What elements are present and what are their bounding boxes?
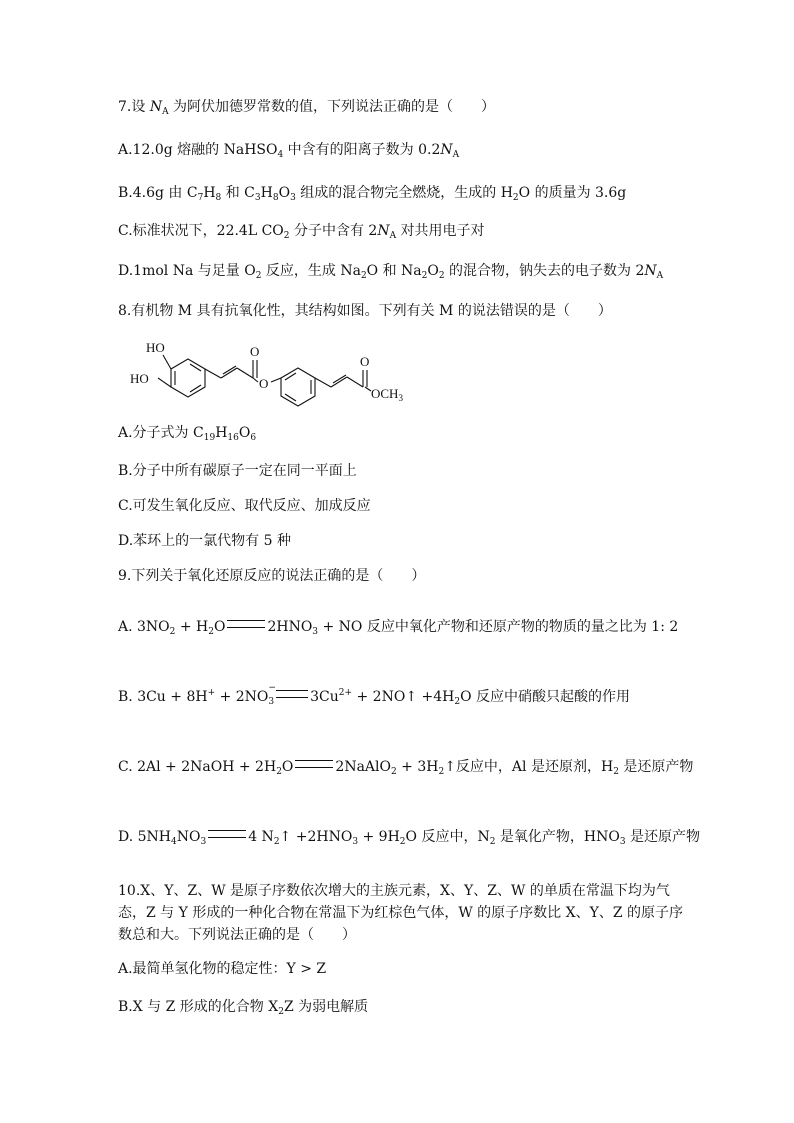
q8-option-d: D.苯环上的一氯代物有 5 种 xyxy=(118,533,291,549)
carbonyl-o-label-2: O xyxy=(360,354,370,369)
q8-option-c: C.可发生氧化反应、取代反应、加成反应 xyxy=(118,498,371,514)
q8-option-a: A.分子式为 $C_{19}H_{16}O_6$ xyxy=(118,425,257,443)
benzene-ring-1 xyxy=(171,359,205,397)
q10-option-b: B.X 与 Z 形成的化合物 $X_2Z$ 为弱电解质 xyxy=(118,999,369,1017)
q10-option-a: A.最简单氢化物的稳定性：Y > Z xyxy=(118,961,327,977)
equation-arrow xyxy=(276,690,308,698)
q9-option-b: B. $3Cu + 8H^+ + 2NO_3$ − $3Cu^{2+}$ + 2NO↑ $+4H_2O$ 反应中硝酸只起酸的作用 xyxy=(118,683,631,707)
q9-option-d: D. $5NH_4NO_3$ 4 $N_2↑ +2HNO_3 + 9H_2O$ 反应中，$N_2$ 是氧化产物，$HNO_3$ 是还原产物 xyxy=(118,829,701,847)
ho-label-top: HO xyxy=(146,340,165,355)
q7-option-a: A.12.0g 熔融的 NaHSO$_4$ 中含有的阳离子数为 $0.2N_A$ xyxy=(118,142,460,160)
equation-arrow xyxy=(227,620,265,628)
q10-stem: 10.X、Y、Z、W 是原子序数依次增大的主族元素，X、Y、Z、W 的单质在常温下均为气态，Z 与 Y 形成的一种化合物在常温下为红棕色气体，W 的原子序数比 X、Y、Z 的原子序数总和大。下列说法正确的是（ ） xyxy=(118,883,683,943)
ho-label-left: HO xyxy=(130,371,149,386)
equation-arrow xyxy=(295,760,333,768)
q7-option-c: C.标准状况下，22.4L $CO_2$ 分子中含有 $2N_A$ 对共用电子对 xyxy=(118,223,485,241)
equation-arrow xyxy=(208,830,246,838)
ester-o-label: O xyxy=(259,376,269,391)
q9-option-a: A. $3NO_2 + H_2O$ $2HNO_3$ + NO 反应中氧化产物和还原产物的物质的量之比为 1: 2 xyxy=(118,619,679,637)
q7-stem: 7.设 $N_A$ 为阿伏加德罗常数的值，下列说法正确的是（ ） xyxy=(118,99,496,117)
carbonyl-o-label-1: O xyxy=(250,344,260,359)
q9-stem: 9.下列关于氧化还原反应的说法正确的是（ ） xyxy=(118,568,426,584)
q9-option-c: C. 2Al + 2NaOH + $2H_2O$ 2NaAlO$_2$ + $3H_2↑$反应中，Al 是还原剂，$H_2$ 是还原产物 xyxy=(118,759,694,777)
methoxy-label: $OCH_3$ xyxy=(371,386,403,403)
q8-stem: 8.有机物 M 具有抗氧化性，其结构如图。下列有关 M 的说法错误的是（ ） xyxy=(118,303,612,319)
q8-option-b: B.分子中所有碳原子一定在同一平面上 xyxy=(118,463,357,479)
q7-option-d: D.1mol Na 与足量 $O_2$ 反应，生成 $Na_2O$ 和 $Na_2O_2$ 的混合物，钠失去的电子数为 $2N_A$ xyxy=(118,263,664,281)
molecule-structure-diagram xyxy=(128,338,418,410)
q7-option-b: B.4.6g 由 $C_7H_8$ 和 $C_3H_8O_3$ 组成的混合物完全燃烧，生成的 $H_2O$ 的质量为 3.6g xyxy=(118,185,627,203)
benzene-ring-2 xyxy=(281,368,315,406)
